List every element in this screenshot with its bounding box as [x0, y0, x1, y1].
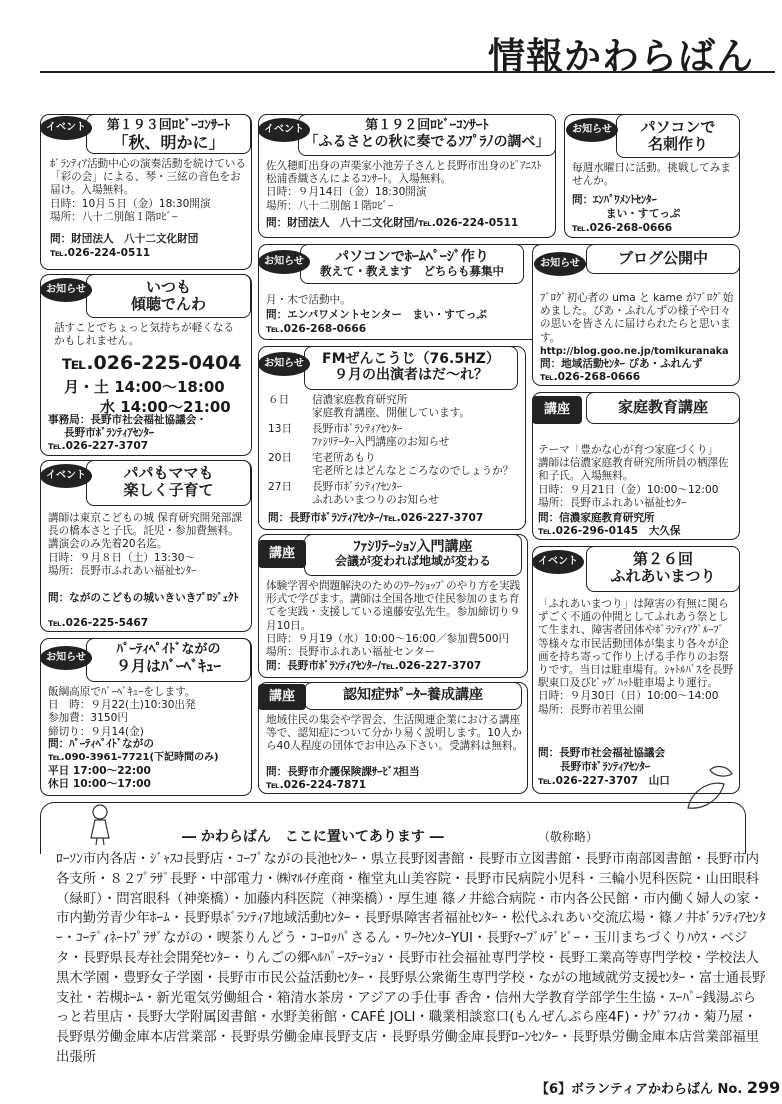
card-dementia-contact: 問：長野市介護保険課ｻｰﾋﾞｽ担当	[266, 766, 420, 778]
card-blog-contact: 問：地域活動ｾﾝﾀｰ ぴあ・ふれんず	[540, 358, 703, 370]
card-bbq-hours2: 休日 10:00～17:00	[48, 778, 151, 790]
card-blog-body: ﾌﾞﾛｸﾞ初心者の uma と kame がﾌﾞﾛｸﾞ始めました。ぴあ・ふれんずの様子や日々の思いを皆さんに届けられたらと思います。	[540, 292, 734, 344]
card-family-title: 家庭教育講座	[586, 392, 740, 424]
card-facilitation-body: 体験学習や問題解決のためのﾜｰｸｼｮｯﾌﾟのやり方を実践形式で学びます。講師は全国各地で住民参加のまち育てを実践・支援している遠藤安弘先生。参加締切り９月10日。 日時：９月19（水）10:00～16:00／参加費500円 場所：長野市ふれあい福祉センター	[266, 580, 521, 659]
card-bbq-body: 飯綱高原でﾊﾞｰﾍﾞｷｭｰをします。 日 時：９月22(土)10:30出発 参加費：3150円 締切り：９月14(金)	[48, 686, 196, 738]
event-tag: イベント	[40, 116, 92, 140]
notice-tag: お知らせ	[534, 252, 586, 276]
card-festival-title: 第２６回 ふれあいまつり	[586, 546, 740, 592]
card-listening-body: 話すことでちょっと気持ちが軽くなるかもしれません。	[54, 322, 235, 348]
card-facilitation-title: ﾌｧｼﾘﾃｰｼｮﾝ入門講座 会議が変われば地域が変わる	[304, 534, 522, 576]
course-tag: 講座	[258, 684, 306, 710]
card-family-body: テーマ「豊かな心が育つ家庭づくり」 講師は信濃家庭教育研究所所員の栖澤佐和子氏。入場無料。 日時：９月21日（金）10:00～12:00 場所：長野市ふれあい福祉ｾﾝﾀｰ	[538, 444, 729, 509]
card-blog-url: http://blog.goo.ne.jp/tomikuranaka	[540, 346, 729, 357]
fm-row-day: 20日	[268, 452, 293, 464]
card-festival-body: 「ふれあいまつり」は障害の有無に関らずごく不通の仲間としてふれあう祭として生まれ、障害者団体やﾎﾞﾗﾝﾃｨｱｸﾞﾙｰﾌﾟ等様々な市民活動団体が集まり各々が企画を持ち寄って作り上げる手作りのお祭りです。当日は駐車場有。ｼｬﾄﾙﾊﾞｽを長野駅東口及びﾋﾞｯｸﾞﾊｯﾄ駐車場より運行。 日時：９月30日（日）10:00～14:00 場所：長野市若里公園	[538, 598, 734, 716]
card-listening-title: いつも 傾聴でんわ	[86, 274, 251, 318]
footer-label: 【6】ボランティアかわらばん No.	[536, 1082, 743, 1097]
card-family-tel: ℡.026-296-0145 大久保	[538, 525, 681, 537]
fm-row-title: 長野市ﾎﾞﾗﾝﾃｨｱｾﾝﾀｰ	[312, 481, 403, 493]
card-concert-192-contact: 問：財団法人 八十二文化財団/℡.026-224-0511	[266, 217, 519, 229]
card-concert-193-body: ﾎﾞﾗﾝﾃｨｱ活動中心の演奏活動を続けている「彩の会」による、琴・三絃の音色をお届け。入場無料。 日時：10月５日（金）18:30開演 場所：八十二別館１階ﾛﾋﾞｰ	[50, 158, 246, 223]
locations-note: （敬称略）	[538, 830, 599, 844]
card-homepage-contact: 問：エンパワメントセンター まい・すてっぷ	[266, 309, 487, 321]
fm-row-day: 27日	[268, 481, 293, 493]
notice-tag: お知らせ	[40, 278, 92, 302]
card-festival-contact: 問：長野市社会福祉協議会	[538, 747, 666, 759]
leaf-illustration	[680, 760, 740, 816]
event-tag: イベント	[532, 550, 584, 574]
card-parenting-body: 講師は東京こどもの城 保育研究開発部課長の橋本さと子氏。託児・参加費無料。講演会のみ先着20名迄。 日時：９月８日（土）13:30～ 場所：長野市ふれあい福祉ｾﾝﾀｰ	[48, 512, 243, 577]
page-footer	[536, 1078, 780, 1097]
card-parenting-title: パパもママも 楽しく子育て	[86, 460, 251, 506]
card-blog-title: ブログ公開中	[586, 244, 740, 274]
card-pc-cards-contact2: まい・すてっぷ	[606, 208, 681, 220]
card-concert-193-title: 第１９３回ﾛﾋﾞｰｺﾝｻｰﾄ 「秋、明かに」	[86, 114, 251, 154]
event-tag: イベント	[40, 464, 92, 488]
locations-list: ﾛｰｿﾝ市内各店・ｼﾞｬｽｺ長野店・ｺｰﾌﾟながの長池ｾﾝﾀｰ・県立長野図書館・長野市立図書館・長野市南部図書館・長野市内各支所・８２ﾌﾟﾗｻﾞ長野・中部電力・㈱ﾏﾙｲﾁ産商・権堂丸山美容院・長野市民病院小児科・三輪小児科医院・山田眼科（緑町）・問宮眼科（神楽橋）・加藤内科医院（神楽橋）・厚生連 篠ノ井総合病院・市内各公民館・市内働く婦人の家・市内勤労青少年ﾎｰﾑ・長野県ﾎﾞﾗﾝﾃｨｱ地域活動ｾﾝﾀｰ・長野県障害者福祉ｾﾝﾀｰ・松代ふれあい交流広場・篠ノ井ﾎﾞﾗﾝﾃｨｱｾﾝﾀｰ・ｺｰﾃﾞｨﾈｰﾄﾌﾟﾗｻﾞながの・喫茶りんどう・ｺｰﾛｯﾊﾟさるん・ﾜｰｸｾﾝﾀｰYUI・長野ﾏｰﾌﾞﾙﾃﾞﾋﾞｰ・玉川まちづくりﾊｳｽ・ベジタ・長野県長寿社会開発ｾﾝﾀｰ・りんごの郷ﾍﾙﾊﾟｰｽﾃｰｼｮﾝ・長野市社会福祉専門学校・長野工業高等専門学校・学校法人黒木学園・豊野女子学園・長野市市民公益活動ｾﾝﾀｰ・長野県公衆衛生専門学校・ながの地域就労支援ｾﾝﾀｰ・富士通長野支社・若槻ﾎｰﾑ・新光電気労働組合・箱清水茶房・アジアの手仕事 香舎・信州大学教育学部学生生協・ｽｰﾊﾟｰ銭湯ぷらっと若里店・長野大学附属図書館・水野美術館・CAFÉ JOLI・職業相談窓口(もんぜんぷら座4F)・ﾅｸﾞﾗﾌｨｶ・菊乃屋・長野県労働金庫本店営業部・長野県労働金庫長野支店・長野県労働金庫長野ﾛｰﾝｾﾝﾀｰ・長野県労働金庫本店営業部福里出張所	[56, 852, 766, 1065]
card-parenting-tel: ℡.026-225-5467	[48, 617, 149, 629]
card-bbq-contact: 問：ﾊﾟｰﾃｨﾍﾟｲﾄﾞながの	[48, 738, 154, 750]
notice-tag: お知らせ	[258, 352, 310, 376]
fm-row-sub: ふれあいまつりのお知らせ	[312, 494, 439, 506]
page-title: 情報かわらばん	[488, 35, 754, 78]
card-dementia-body: 地域住民の集会や学習会、生活関連企業における講座等で、認知症について分かり易く説明します。10人から40人程度の団体でお申込み下さい。受講料は無料。	[266, 714, 524, 753]
card-pc-cards-body: 毎週水曜日に活動。挑戦してみませんか。	[572, 162, 731, 188]
fm-row-title: 信濃家庭教育研究所	[312, 394, 408, 406]
notice-tag: お知らせ	[40, 646, 92, 670]
fm-row-title: 宅老所あもり	[312, 452, 376, 464]
fm-row-day: ６日	[268, 394, 290, 406]
card-listening-office: 事務局：長野市社会福祉協議会・	[48, 414, 207, 426]
card-bbq-title: ﾊﾟｰﾃｨﾍﾟｲﾄﾞながの ９月はﾊﾞｰﾍﾞｷｭｰ	[86, 638, 251, 682]
fm-row-sub: 家庭教育講座、開催しています。	[312, 407, 471, 419]
card-listening-office-tel: ℡.026-227-3707	[48, 440, 149, 452]
card-festival-tel: ℡.026-227-3707 山口	[538, 775, 670, 787]
card-listening-tel: ℡.026-225-0404	[62, 352, 242, 374]
card-listening-hours2: 水 14:00～21:00	[100, 398, 231, 416]
child-illustration	[80, 800, 122, 846]
card-fm-contact: 問：長野市ﾎﾞﾗﾝﾃｨｱｾﾝﾀｰ/℡.026-227-3707	[268, 512, 484, 524]
card-pc-cards-contact: 問：ｴﾝﾊﾟﾜﾒﾝﾄｾﾝﾀｰ	[572, 194, 657, 206]
card-listening-office2: 長野市ﾎﾞﾗﾝﾃｨｱｾﾝﾀｰ	[64, 427, 155, 439]
card-concert-193-tel: ℡.026-224-0511	[50, 247, 151, 259]
footer-issue-number: 299	[746, 1078, 781, 1097]
card-facilitation-contact: 問：長野市ﾎﾞﾗﾝﾃｨｱｾﾝﾀｰ/℡.026-227-3707	[266, 660, 482, 672]
card-pc-cards-tel: ℡.026-268-0666	[572, 222, 673, 234]
locations-heading: ― かわらばん ここに置いてあります ―	[182, 829, 444, 845]
fm-row-sub: 宅老所とはどんなところなのでしょうか？	[312, 465, 514, 477]
course-tag: 講座	[258, 540, 306, 568]
card-bbq-tel: ℡.090-3961-7721(下記時間のみ)	[48, 752, 219, 763]
card-pc-cards-title: パソコンで 名刺作り	[616, 114, 740, 158]
card-festival-contact2: 長野市ﾎﾞﾗﾝﾃｨｱｾﾝﾀｰ	[560, 761, 651, 773]
fm-row-title: 長野市ﾎﾞﾗﾝﾃｨｱｾﾝﾀｰ	[312, 423, 403, 435]
notice-tag: お知らせ	[258, 250, 310, 274]
card-homepage-tel: ℡.026-268-0666	[266, 323, 367, 335]
card-dementia-title: 認知症ｻﾎﾟｰﾀｰ養成講座	[304, 682, 522, 710]
fm-row-sub: ﾌｧｼﾘﾃｰﾀｰ入門講座のお知らせ	[312, 436, 450, 448]
course-tag: 講座	[532, 396, 582, 424]
card-concert-192-title: 第１９２回ﾛﾋﾞｰｺﾝｻｰﾄ 「ふるさとの秋に奏でるｿﾌﾟﾗﾉの調べ」	[298, 114, 556, 156]
card-blog-tel: ℡.026-268-0666	[540, 371, 641, 383]
card-dementia-tel: ℡.026-224-7871	[266, 779, 367, 791]
event-tag: イベント	[258, 118, 310, 142]
card-homepage-title: パソコンでﾎｰﾑﾍﾟｰｼﾞ作り 教えて・教えます どちらも募集中	[300, 244, 524, 284]
card-bbq-hours1: 平日 17:00～22:00	[48, 765, 151, 777]
card-concert-193-contact: 問：財団法人 八十二文化財団	[50, 233, 199, 245]
notice-tag: お知らせ	[566, 118, 618, 142]
card-fm-title: FMぜんこうじ（76.5HZ） ９月の出演者はだ～れ？	[304, 346, 518, 390]
fm-row-day: 13日	[268, 423, 293, 435]
card-homepage-body: 月・木で活動中。	[266, 294, 351, 306]
title-rule	[40, 71, 775, 73]
card-family-contact: 問：信濃家庭教育研究所	[538, 512, 655, 524]
card-listening-hours1: 月・土 14:00～18:00	[64, 378, 225, 396]
card-concert-192-body: 佐久穂町出身の声楽家小池芳子さんと長野市出身のﾋﾟｱﾆｽﾄ松浦香織さんによるｺﾝｻｰﾄ。入場無料。 日時：９月14日（金）18:30開演 場所：八十二別館１階ﾛﾋﾞｰ	[266, 160, 542, 212]
card-parenting-contact: 問：ながのこどもの城いきいきﾌﾟﾛｼﾞｪｸﾄ	[48, 592, 239, 604]
